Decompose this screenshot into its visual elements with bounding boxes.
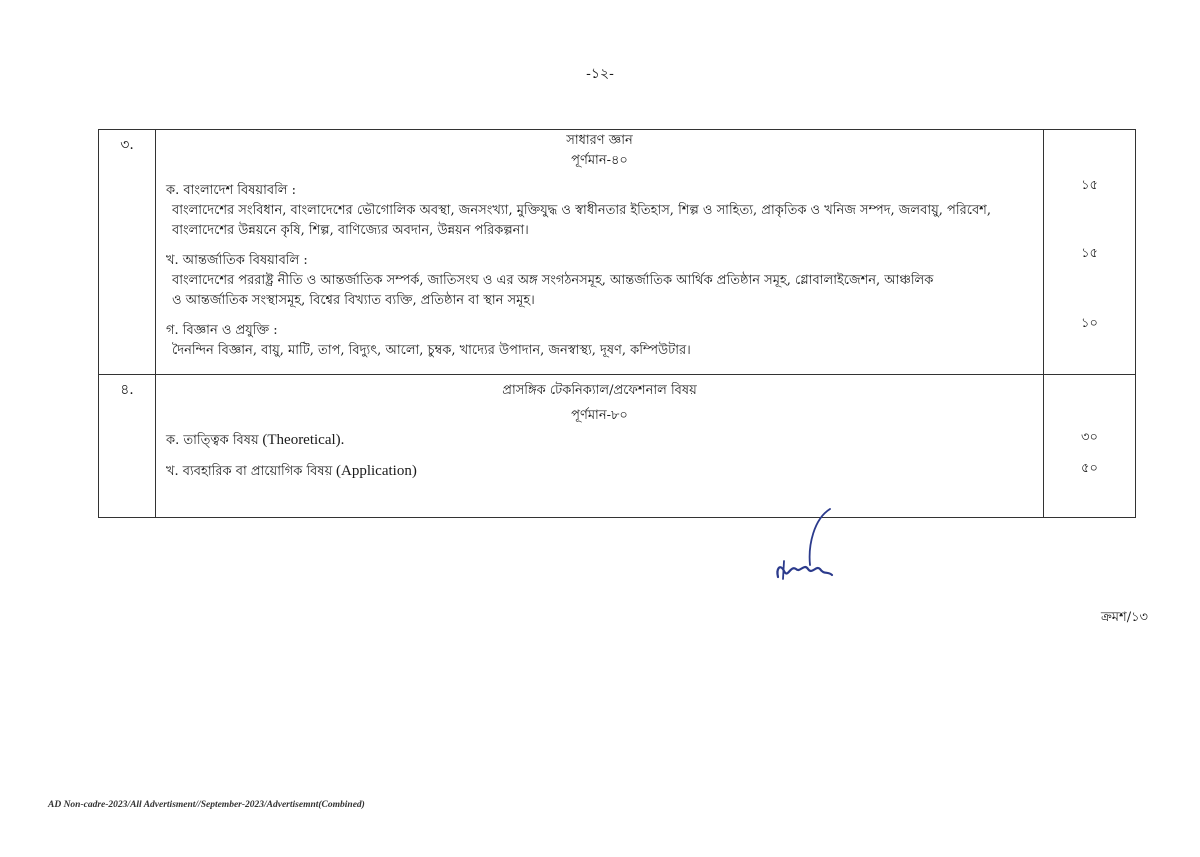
item-line: বাংলাদেশের উন্নয়নে কৃষি, শিল্প, বাণিজ্যের অবদান, উন্নয়ন পরিকল্পনা। (172, 223, 529, 238)
item-heading: খ. আন্তর্জাতিক বিষয়াবলি : (166, 253, 308, 268)
description-cell (156, 375, 1044, 518)
item-heading-bn: খ. ব্যবহারিক বা প্রায়োগিক বিষয় (166, 464, 333, 479)
section-full-marks: পূর্ণমান-৮০ (571, 408, 628, 423)
section-title: সাধারণ জ্ঞান (566, 133, 633, 148)
footer-path: AD Non-cadre-2023/All Advertisment//September-2023/Advertisemnt(Combined) (48, 800, 365, 810)
description-cell (156, 130, 1044, 375)
marks-cell (1044, 375, 1136, 518)
item-line: বাংলাদেশের পররাষ্ট্র নীতি ও আন্তর্জাতিক সম্পর্ক, জাতিসংঘ ও এর অঙ্গ সংগঠনসমূহ, আন্তর্জাতিক আর্থিক প্রতিষ্ঠান সমূহ, গ্লোবালাইজেশন, আঞ্চলিক (172, 273, 934, 288)
serial-cell: ৪. (99, 375, 156, 518)
signature (770, 505, 840, 585)
marks-cell (1044, 130, 1136, 375)
item-marks: ১৫ (1081, 246, 1098, 261)
item-marks: ১৫ (1081, 178, 1098, 193)
page-number: -১২- (586, 66, 614, 82)
item-heading-bn: ক. তাত্ত্বিক বিষয় (166, 433, 259, 448)
item-marks: ১০ (1081, 316, 1098, 331)
item-heading: গ. বিজ্ঞান ও প্রযুক্তি : (166, 323, 278, 338)
item-line: দৈনন্দিন বিজ্ঞান, বায়ু, মাটি, তাপ, বিদ্যুৎ, আলো, চুম্বক, খাদ্যের উপাদান, জনস্বাস্থ্য, দূষণ, কম্পিউটার। (172, 343, 691, 358)
section-title: প্রাসঙ্গিক টেকনিক্যাল/প্রফেশনাল বিষয় (502, 383, 697, 398)
syllabus-table (98, 129, 1136, 518)
signature-stroke (783, 561, 784, 579)
table-row (99, 375, 1136, 518)
item-marks: ৫০ (1081, 461, 1098, 476)
signature-stroke (777, 567, 832, 577)
item-line: ও আন্তর্জাতিক সংস্থাসমূহ, বিশ্বের বিখ্যাত ব্যক্তি, প্রতিষ্ঠান বা স্থান সমূহ। (172, 293, 535, 308)
section-full-marks: পূর্ণমান-৪০ (571, 153, 628, 168)
table-row (99, 130, 1136, 375)
item-heading (156, 461, 1043, 482)
item-heading-en: (Application) (332, 463, 417, 479)
item-heading: ক. বাংলাদেশ বিষয়াবলি : (166, 183, 296, 198)
item-marks: ৩০ (1081, 430, 1098, 445)
continued-note: ক্রমশ/১৩ (1100, 610, 1148, 625)
item-line: বাংলাদেশের সংবিধান, বাংলাদেশের ভৌগোলিক অবস্থা, জনসংখ্যা, মুক্তিযুদ্ধ ও স্বাধীনতার ইতিহাস, শিল্প ও সাহিত্য, প্রাকৃতিক ও খনিজ সম্পদ, জলবায়ু, পরিবেশ, (172, 203, 992, 218)
serial-cell: ৩. (99, 130, 156, 375)
item-heading (156, 430, 1043, 451)
signature-stroke (810, 509, 830, 565)
item-heading-en: (Theoretical). (258, 432, 345, 448)
